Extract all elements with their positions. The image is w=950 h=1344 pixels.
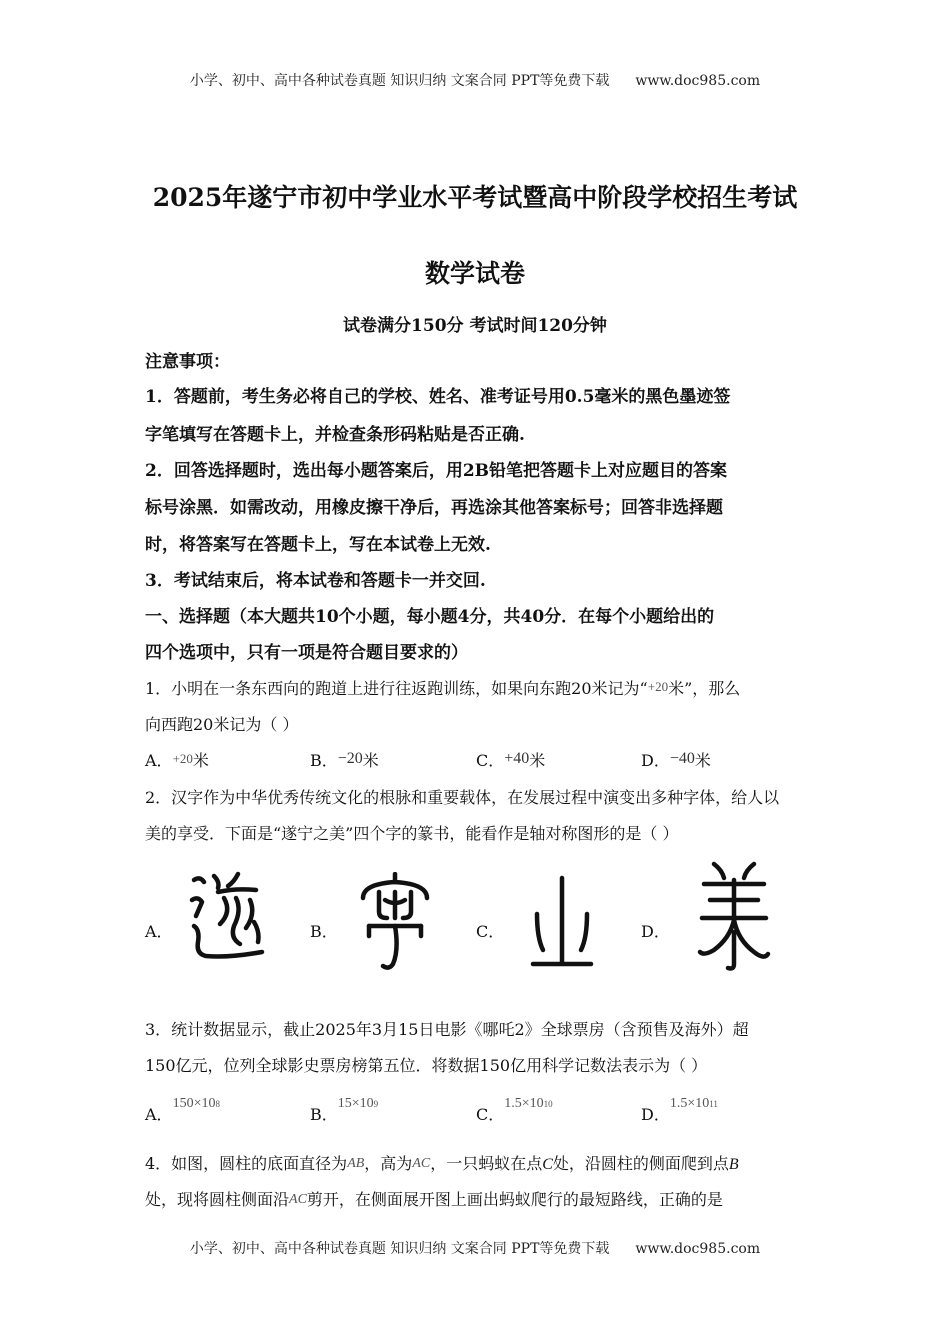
q4-text-f: 剪开，在侧面展开图上画出蚂蚁爬行的最短路线，正确的是: [306, 1190, 723, 1209]
q3-option-c[interactable]: [476, 1092, 553, 1124]
q1-line1: [145, 676, 810, 699]
page-header: [0, 70, 950, 90]
q4-line2: [145, 1187, 810, 1210]
q4-text-d: 处，沿圆柱的侧面爬到点: [552, 1154, 729, 1173]
note-2b: 标号涂黑．如需改动，用橡皮擦干净后，再选涂其他答案标号；回答非选择题: [145, 498, 723, 518]
option-label: D．: [641, 1105, 670, 1124]
seal-mei-image: [694, 860, 774, 975]
option-label: B．: [310, 751, 338, 770]
option-unit: 米: [694, 751, 711, 770]
option-label: A．: [145, 1105, 173, 1124]
option-exp: 8: [215, 1099, 220, 1109]
seal-ning-image: [355, 872, 435, 972]
q2-option-d[interactable]: D．: [641, 922, 670, 941]
exam-title: 2025年遂宁市初中学业水平考试暨高中阶段学校招生考试: [152, 183, 798, 212]
option-coef: 150×10: [172, 1096, 216, 1111]
page-footer: [0, 1238, 950, 1258]
option-unit: 米: [529, 751, 546, 770]
option-label: D．: [641, 751, 670, 770]
header-site[interactable]: www.doc985.com: [635, 73, 761, 89]
notes-heading: 注意事项：: [145, 352, 230, 372]
q3-option-d[interactable]: [641, 1092, 718, 1124]
option-unit: 米: [362, 751, 379, 770]
footer-site[interactable]: www.doc985.com: [635, 1241, 761, 1257]
q4-line1: [145, 1151, 810, 1174]
q4-math-b: B: [728, 1156, 739, 1173]
footer-text: 小学、初中、高中各种试卷真题 知识归纳 文案合同 PPT等免费下载: [189, 1241, 610, 1257]
q2-option-a[interactable]: A．: [145, 922, 173, 941]
option-coef: 1.5×10: [669, 1096, 710, 1111]
q1-text-b: 米”，那么: [668, 679, 741, 698]
option-coef: 1.5×10: [504, 1096, 544, 1111]
option-label: B．: [310, 1105, 338, 1124]
note-2c: 时，将答案写在答题卡上，写在本试卷上无效.: [145, 535, 491, 555]
note-2a: 2．回答选择题时，选出每小题答案后，用2B铅笔把答题卡上对应题目的答案: [145, 461, 728, 481]
q1-option-d[interactable]: [641, 748, 711, 771]
exam-meta: 试卷满分150分 考试时间120分钟: [343, 316, 607, 336]
option-exp: 10: [543, 1099, 553, 1109]
q4-text-c: ，一只蚂蚁在点: [430, 1154, 543, 1173]
section1-a: 一、选择题（本大题共10个小题，每小题4分，共40分．在每个小题给出的: [145, 607, 715, 627]
q3-line1: 3．统计数据显示，截止2025年3月15日电影《哪吒2》全球票房（含预售及海外）超: [145, 1020, 749, 1039]
seal-zhi-image: [527, 874, 597, 974]
q2-option-b[interactable]: B．: [310, 922, 338, 941]
q1-line2: 向西跑20米记为（ ）: [145, 715, 299, 734]
q1-math: +20: [647, 679, 669, 694]
option-coef: 15×10: [337, 1096, 374, 1111]
note-1a: 1．答题前，考生务必将自己的学校、姓名、准考证号用0.5毫米的黑色墨迹签: [145, 387, 731, 407]
option-math: +20: [172, 751, 193, 766]
q4-math-c: C: [542, 1156, 553, 1173]
option-math: −40: [669, 750, 695, 767]
q1-text-a: 1．小明在一条东西向的跑道上进行往返跑训练，如果向东跑20米记为“: [145, 679, 648, 698]
option-label: A．: [145, 751, 173, 770]
q4-text-b: ，高为: [364, 1154, 413, 1173]
q1-option-b[interactable]: [310, 748, 379, 771]
subject-title: 数学试卷: [424, 259, 525, 288]
q1-option-a[interactable]: [145, 748, 209, 771]
q4-math-ac2: AC: [289, 1192, 307, 1207]
q4-text-a: 4．如图，圆柱的底面直径为: [145, 1154, 348, 1173]
option-unit: 米: [192, 751, 209, 770]
note-1b: 字笔填写在答题卡上，并检查条形码粘贴是否正确.: [145, 425, 525, 445]
option-math: −20: [337, 750, 363, 767]
q2-line2: 美的享受．下面是“遂宁之美”四个字的篆书，能看作是轴对称图形的是（ ）: [145, 824, 679, 843]
seal-sui-image: [188, 868, 268, 968]
header-text: 小学、初中、高中各种试卷真题 知识归纳 文案合同 PPT等免费下载: [189, 73, 610, 89]
option-math: +40: [504, 750, 530, 767]
q1-option-c[interactable]: [476, 748, 545, 771]
q3-option-b[interactable]: [310, 1092, 379, 1124]
option-exp: 9: [373, 1099, 379, 1109]
section1-b: 四个选项中，只有一项是符合题目要求的）: [145, 643, 468, 663]
q4-math-ac: AC: [412, 1156, 431, 1171]
q4-math-ab: AB: [347, 1156, 365, 1171]
q3-line2: 150亿元，位列全球影史票房榜第五位．将数据150亿用科学记数法表示为（ ）: [145, 1056, 708, 1075]
option-label: C．: [476, 1105, 505, 1124]
note-3: 3．考试结束后，将本试卷和答题卡一并交回.: [145, 571, 486, 591]
q3-option-a[interactable]: [145, 1092, 220, 1124]
option-exp: 11: [709, 1099, 718, 1109]
q2-line1: 2．汉字作为中华优秀传统文化的根脉和重要载体，在发展过程中演变出多种字体，给人以: [145, 788, 780, 807]
q4-text-e: 处，现将圆柱侧面沿: [145, 1190, 290, 1209]
option-label: C．: [476, 751, 505, 770]
q2-option-c[interactable]: C．: [476, 922, 505, 941]
